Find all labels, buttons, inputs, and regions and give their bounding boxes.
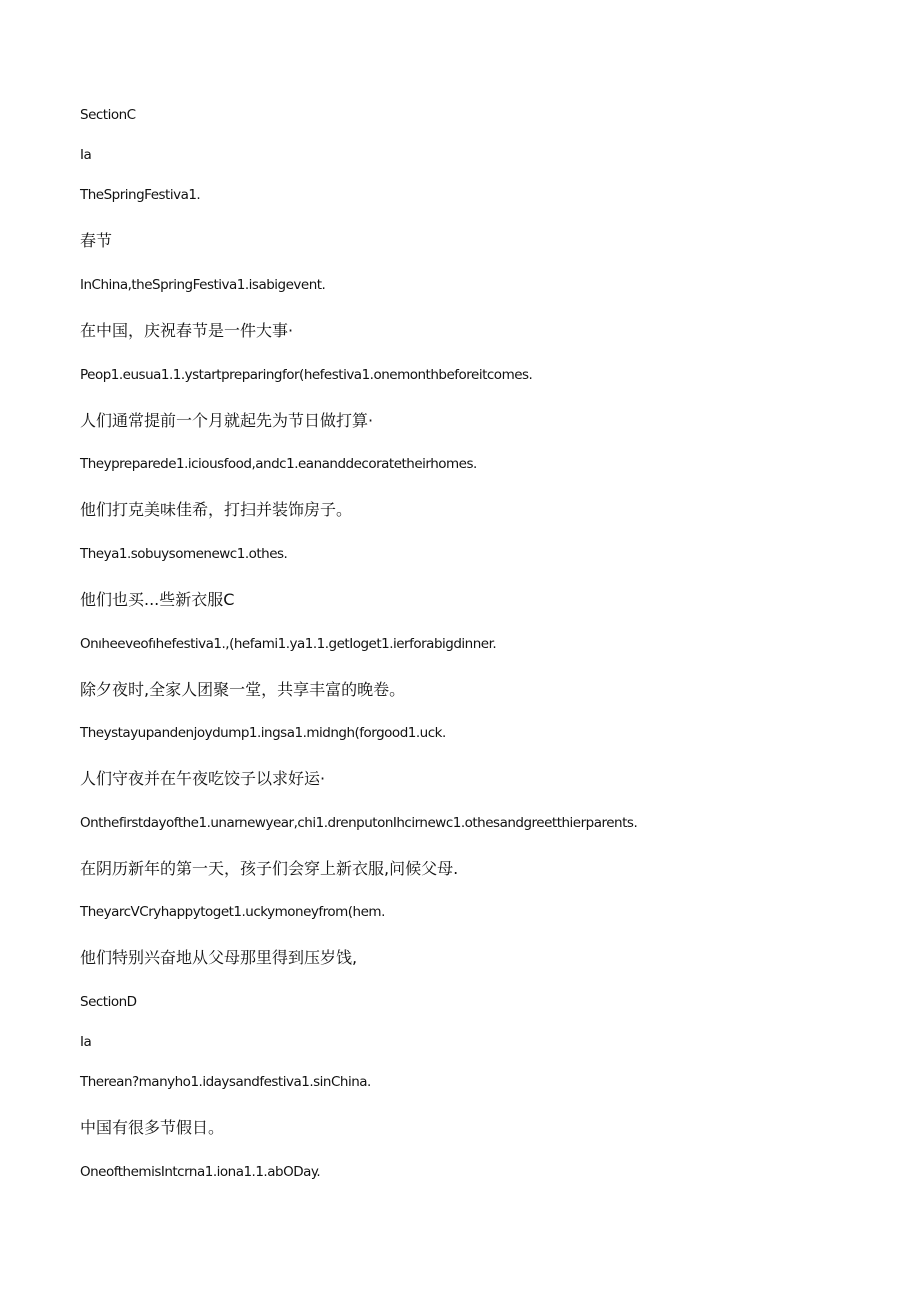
exercise-label: Ia — [80, 147, 92, 163]
english-sentence: Theya1.sobuysomenewc1.othes. — [80, 546, 288, 562]
english-sentence: Theypreparede1.iciousfood,andc1.eananddecoratetheirhomes. — [80, 456, 477, 472]
exercise-label: Ia — [80, 1034, 92, 1050]
section-heading: SectionD — [80, 994, 137, 1010]
chinese-translation: 他们打克美味佳希，打扫并装饰房子。 — [80, 500, 353, 519]
chinese-translation: 在阴历新年的第一天，孩子们会穿上新衣服,问候父母. — [80, 859, 459, 878]
english-sentence: Peop1.eusua1.1.ystartpreparingfor(hefestiva1.onemonthbeforeitcomes. — [80, 367, 533, 383]
chinese-translation: 中国有很多节假日。 — [80, 1118, 225, 1137]
english-sentence: InChina,theSpringFestiva1.isabigevent. — [80, 277, 326, 293]
chinese-translation: 人们守夜并在午夜吃饺子以求好运· — [80, 769, 326, 788]
english-sentence: TheSpringFestiva1. — [80, 187, 201, 203]
chinese-translation: 他们特别兴奋地从父母那里得到压岁饯, — [80, 948, 358, 967]
english-sentence: Therean?manyho1.idaysandfestiva1.sinChina. — [80, 1074, 371, 1090]
english-sentence: TheyarcVCryhappytoget1.uckymoneyfrom(hem. — [80, 904, 385, 920]
english-sentence: Theystayupandenjoydump1.ingsa1.midngh(forgood1.uck. — [80, 725, 446, 741]
chinese-translation: 在中国，庆祝春节是一件大事· — [80, 321, 294, 340]
section-heading: SectionC — [80, 107, 136, 123]
chinese-translation: 人们通常提前一个月就起先为节日做打算· — [80, 411, 374, 430]
english-sentence: Onthefirstdayofthe1.unarnewyear,chi1.drenputonIhcirnewc1.othesandgreetthierparents. — [80, 815, 638, 831]
english-sentence: Onıheeveofıhefestiva1.,(hefami1.ya1.1.getIoget1.ierforabigdinner. — [80, 636, 497, 652]
chinese-translation: 除夕夜时,全家人团聚一堂，共享丰富的晚卷。 — [80, 680, 406, 699]
english-sentence: OneofthemisIntcrna1.iona1.1.abODay. — [80, 1164, 321, 1180]
chinese-translation: 他们也买...些新衣服C — [80, 590, 235, 609]
chinese-translation: 春节 — [80, 231, 113, 250]
